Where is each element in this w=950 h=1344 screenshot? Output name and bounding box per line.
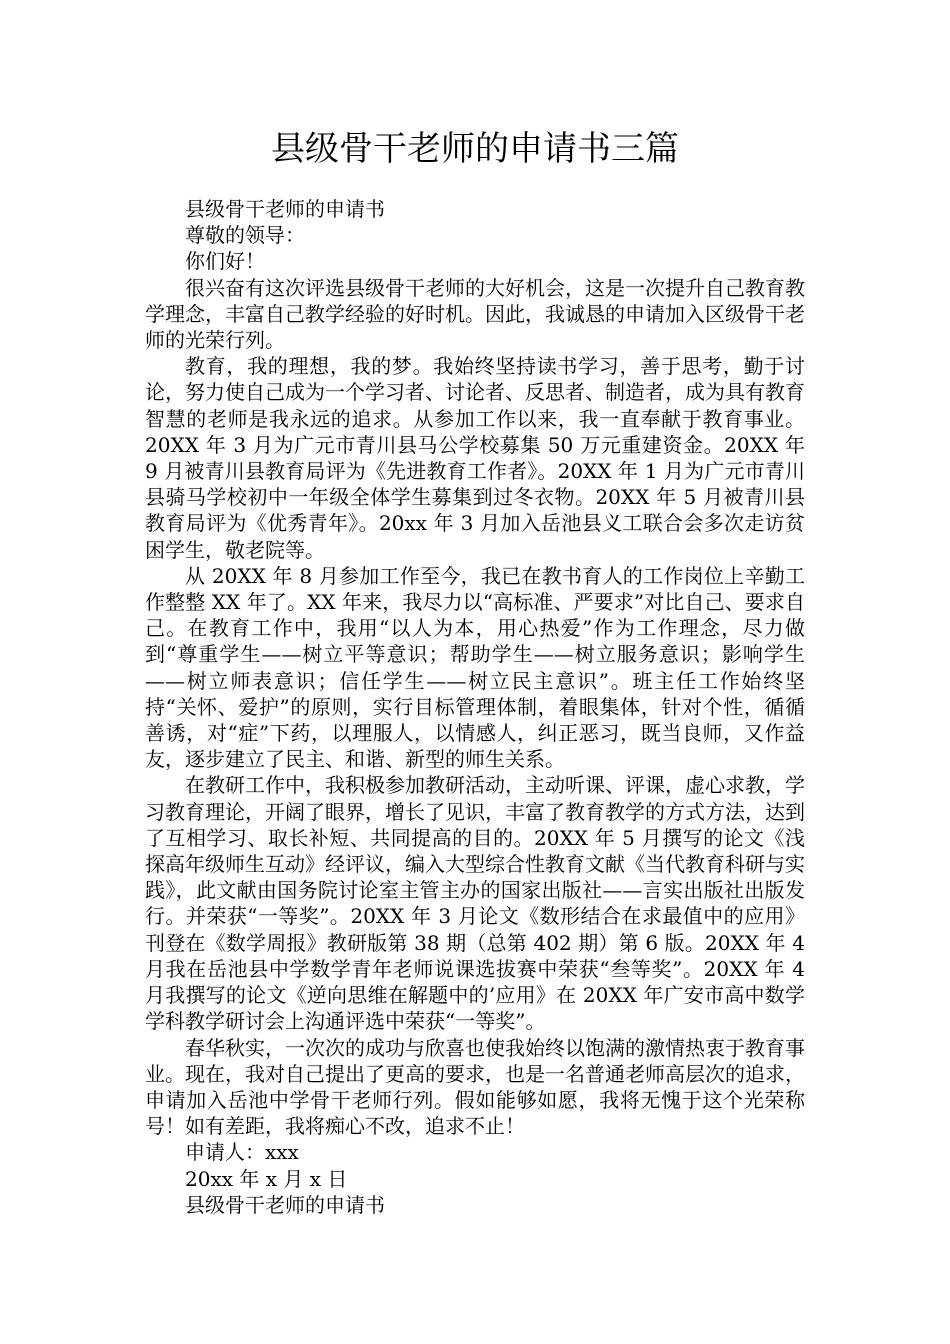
applicant-line: 申请人：xxx — [185, 1140, 299, 1165]
body-paragraph: 在教研工作中，我积极参加教研活动，主动听课、评课，虚心求教，学习教育理论，开阔了眼界，增长了见识，丰富了教育教学的方式方法，达到了互相学习、取长补短、共同提高的目的。20XX 年 5 月撰写的论文《浅探高年级师生互动》经评议，编入大型综合性教育文献《当代教育科研与实践》，此文献由国务院讨论室主管主办的国家出版社——言实出版社出版发行。并荣获“一等奖”。20XX 年 3 月论文《数形结合在求最值中的应用》刊登在《数学周报》教研版第 38 期（总第 402 期）第 6 版。20XX 年 4 月我在岳池县中学数学青年老师说课选拔赛中荣获“叁等奖”。20XX 年 4 月我撰写的论文《逆向思维在解题中的’应用》在 20XX 年广安市高中数学学科教学研讨会上沟通评选中荣获“一等奖”。 — [145, 773, 805, 1034]
date-line: 20xx 年 x 月 x 日 — [185, 1166, 348, 1191]
next-heading-line: 县级骨干老师的申请书 — [185, 1192, 385, 1217]
heading-line: 县级骨干老师的申请书 — [185, 197, 385, 221]
salutation: 尊敬的领导： — [185, 223, 305, 248]
document-body — [145, 196, 805, 1218]
body-paragraph: 很兴奋有这次评选县级骨干老师的大好机会，这是一次提升自己教育教学理念，丰富自己教学经验的好时机。因此，我诚恳的申请加入区级骨干老师的光荣行列。 — [145, 275, 805, 353]
body-paragraph: 教育，我的理想，我的梦。我始终坚持读书学习，善于思考，勤于讨论，努力使自己成为一个学习者、讨论者、反思者、制造者，成为具有教育智慧的老师是我永远的追求。从参加工作以来，我一直奉献于教育事业。20XX 年 3 月为广元市青川县马公学校募集 50 万元重建资金。20XX 年 9 月被青川县教育局评为《先进教育工作者》。20XX 年 1 月为广元市青川县骑马学校初中一年级全体学生募集到过冬衣物。20XX 年 5 月被青川县教育局评为《优秀青年》。20xx 年 3 月加入岳池县义工联合会多次走访贫困学生，敬老院等。 — [145, 354, 805, 562]
greeting: 你们好！ — [185, 249, 265, 274]
body-paragraph: 春华秋实，一次次的成功与欣喜也使我始终以饱满的激情热衷于教育事业。现在，我对自己提出了更高的要求，也是一名普通老师高层次的追求，申请加入岳池中学骨干老师行列。假如能够如愿，我将无愧于这个光荣称号！如有差距，我将痴心不改，追求不止！ — [145, 1035, 805, 1139]
document-title: 县级骨干老师的申请书三篇 — [271, 129, 679, 169]
body-paragraph: 从 20XX 年 8 月参加工作至今，我已在教书育人的工作岗位上辛勤工作整整 XX 年了。XX 年来，我尽力以“高标准、严要求”对比自己、要求自己。在教育工作中，我用“以人为本，用心热爱”作为工作理念，尽力做到“尊重学生——树立平等意识；帮助学生——树立服务意识；影响学生——树立师表意识；信任学生——树立民主意识”。班主任工作始终坚持“关怀、爱护”的原则，实行目标管理体制，着眼集体，针对个性，循循善诱，对“症”下药，以理服人，以情感人，纠正恶习，既当良师，又作益友，逐步建立了民主、和谐、新型的师生关系。 — [145, 563, 805, 772]
